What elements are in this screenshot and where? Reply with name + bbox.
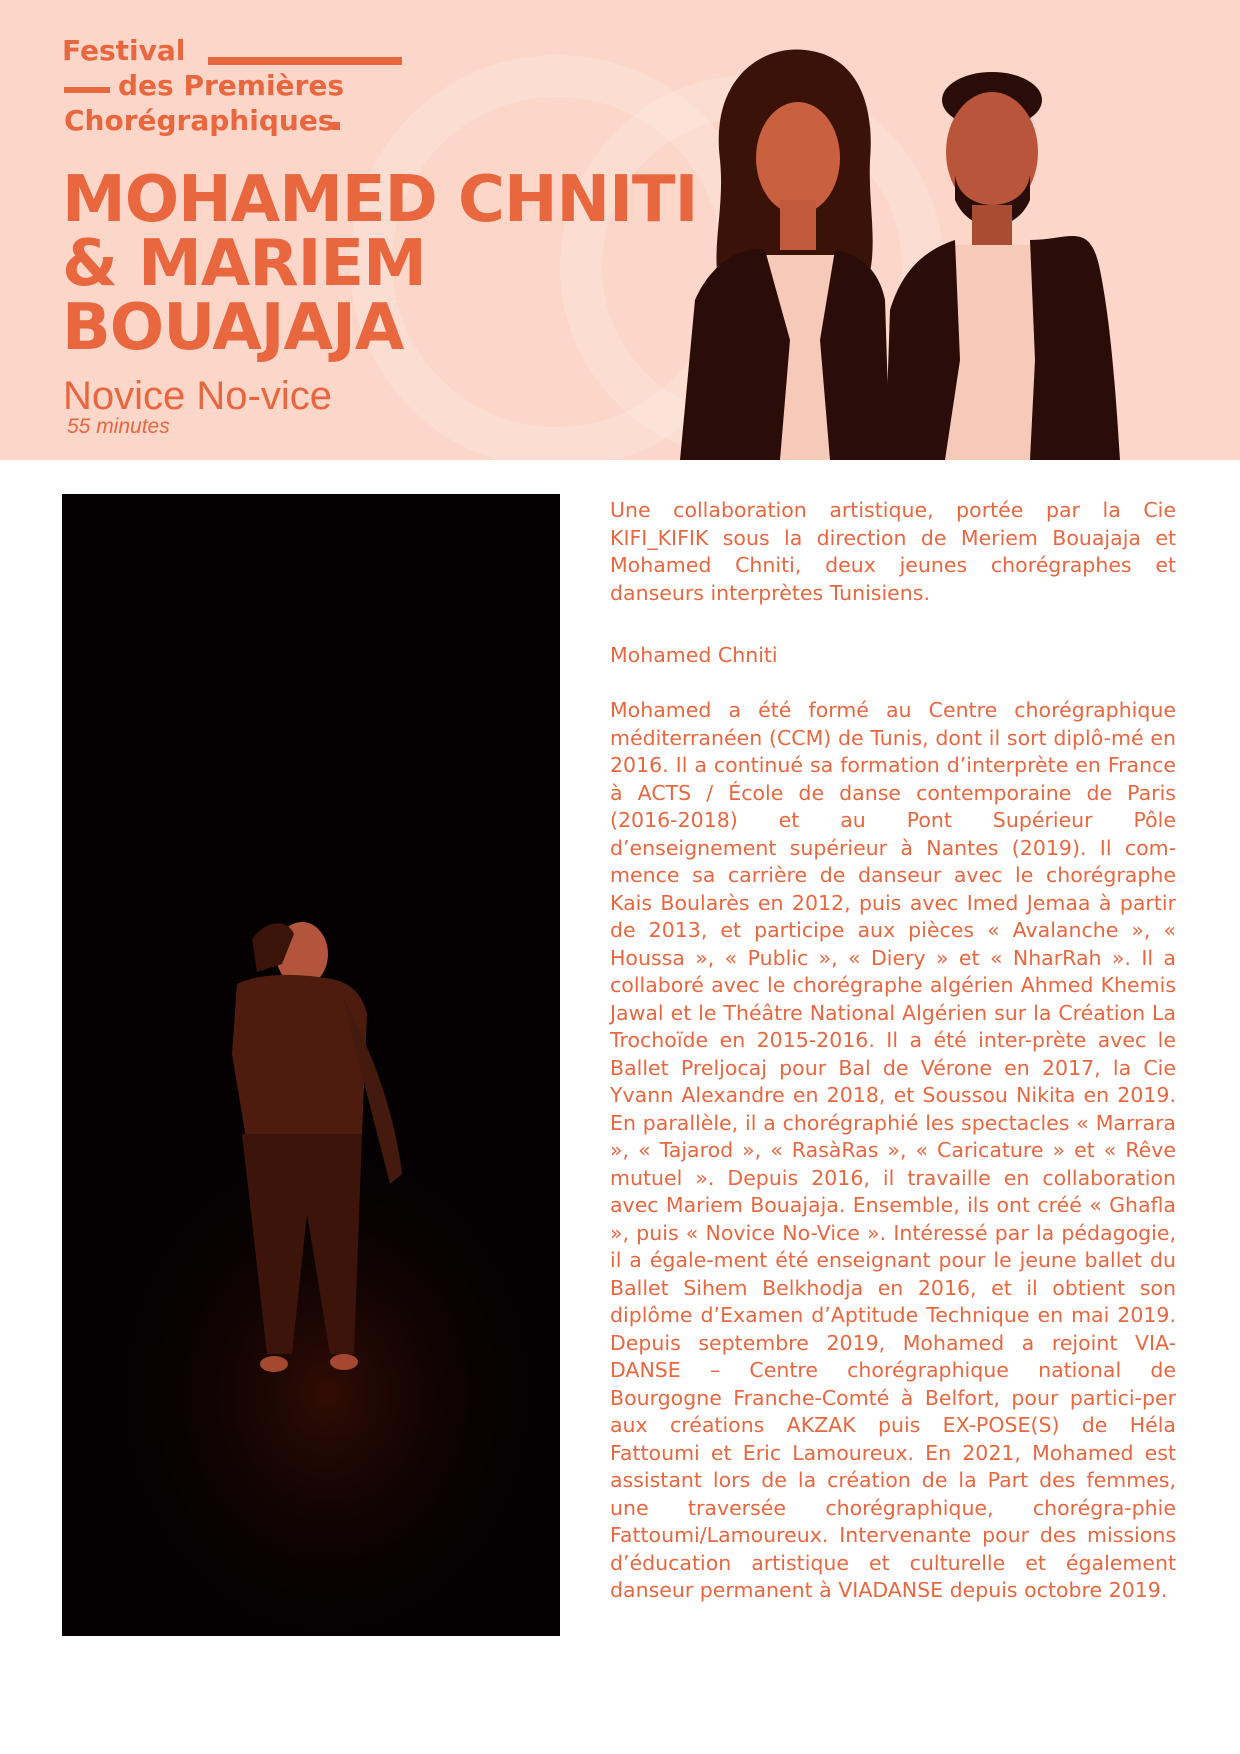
- artist-name: [62, 163, 702, 365]
- artist-name-line-2: & MARIEM: [62, 227, 426, 301]
- duo-portrait-photo: [640, 40, 1210, 460]
- artist-name-line-3: BOUAJAJA: [62, 291, 404, 365]
- show-title: Novice No-vice: [63, 374, 332, 418]
- header-banner: [0, 0, 1240, 460]
- logo-line-2: des Premières: [118, 69, 344, 102]
- dancer-figure: [62, 494, 560, 1636]
- artist-name-line-1: MOHAMED CHNITI: [62, 163, 698, 237]
- intro-paragraph: Une collaboration artistique, portée par la Cie KIFI_KIFIK sous la direction de Meriem Bouajaja et Mohamed Chniti, deux jeunes chorégraphes et danseurs interprètes Tunisiens.: [610, 498, 1176, 605]
- bio-heading: Mohamed Chniti: [610, 643, 778, 667]
- logo-bar: [64, 87, 110, 93]
- logo-bar: [208, 57, 402, 65]
- stage-performance-photo: [62, 494, 560, 1636]
- show-duration: 55 minutes: [67, 415, 170, 438]
- logo-line-3: Chorégraphiques: [64, 104, 335, 137]
- bio-paragraph: Mohamed a été formé au Centre chorégraphique méditerranéen (CCM) de Tunis, dont il sort diplô-mé en 2016. Il a continué sa formation d’interprète en France à ACTS / École de danse contemporaine de Paris (2016-2018) et au Pont Supérieur Pôle d’enseignement supérieur à Nantes (2019). Il com-mence sa carrière de danseur avec le chorégraphe Kais Boularès en 2012, puis avec Imed Jemaa à partir de 2013, et participe aux pièces « Avalanche », « Houssa », « Public », « Diery » et « NharRah ». Il a collaboré avec le chorégraphe algérien Ahmed Khemis Jawal et le Théâtre National Algérien sur la Création La Trochoïde en 2015-2016. Il a été inter-prète avec le Ballet Preljocaj pour Bal de Vérone en 2017, la Cie Yvann Alexandre en 2018, et Soussou Nikita en 2019. En parallèle, il a chorégraphié les spectacles « Marrara », « Tajarod », « RasàRas », « Caricature » et « Rêve mutuel ». Depuis 2016, il travaille en collaboration avec Mariem Bouajaja. Ensemble, ils ont créé « Ghafla », puis « Novice No-Vice ». Intéressé par la pédagogie, il a égale-ment été enseignant pour le jeune ballet du Ballet Sihem Belkhodja en 2016, et il obtient son diplôme d’Examen d’Aptitude Technique en mai 2019. Depuis septembre 2019, Mohamed a rejoint VIA-DANSE – Centre chorégraphique national de Bourgogne Franche-Comté à Belfort, pour partici-per aux créations AKZAK puis EX-POSE(S) de Héla Fattoumi et Eric Lamoureux. En 2021, Mohamed est assistant lors de la création de la Part des femmes, une traversée chorégraphique, chorégra-phie Fattoumi/Lamoureux. Intervenante pour des missions d’éducation artistique et culturelle et également danseur permanent à VIADANSE depuis octobre 2019.: [610, 698, 1176, 1602]
- logo-line-1: Festival: [62, 34, 186, 67]
